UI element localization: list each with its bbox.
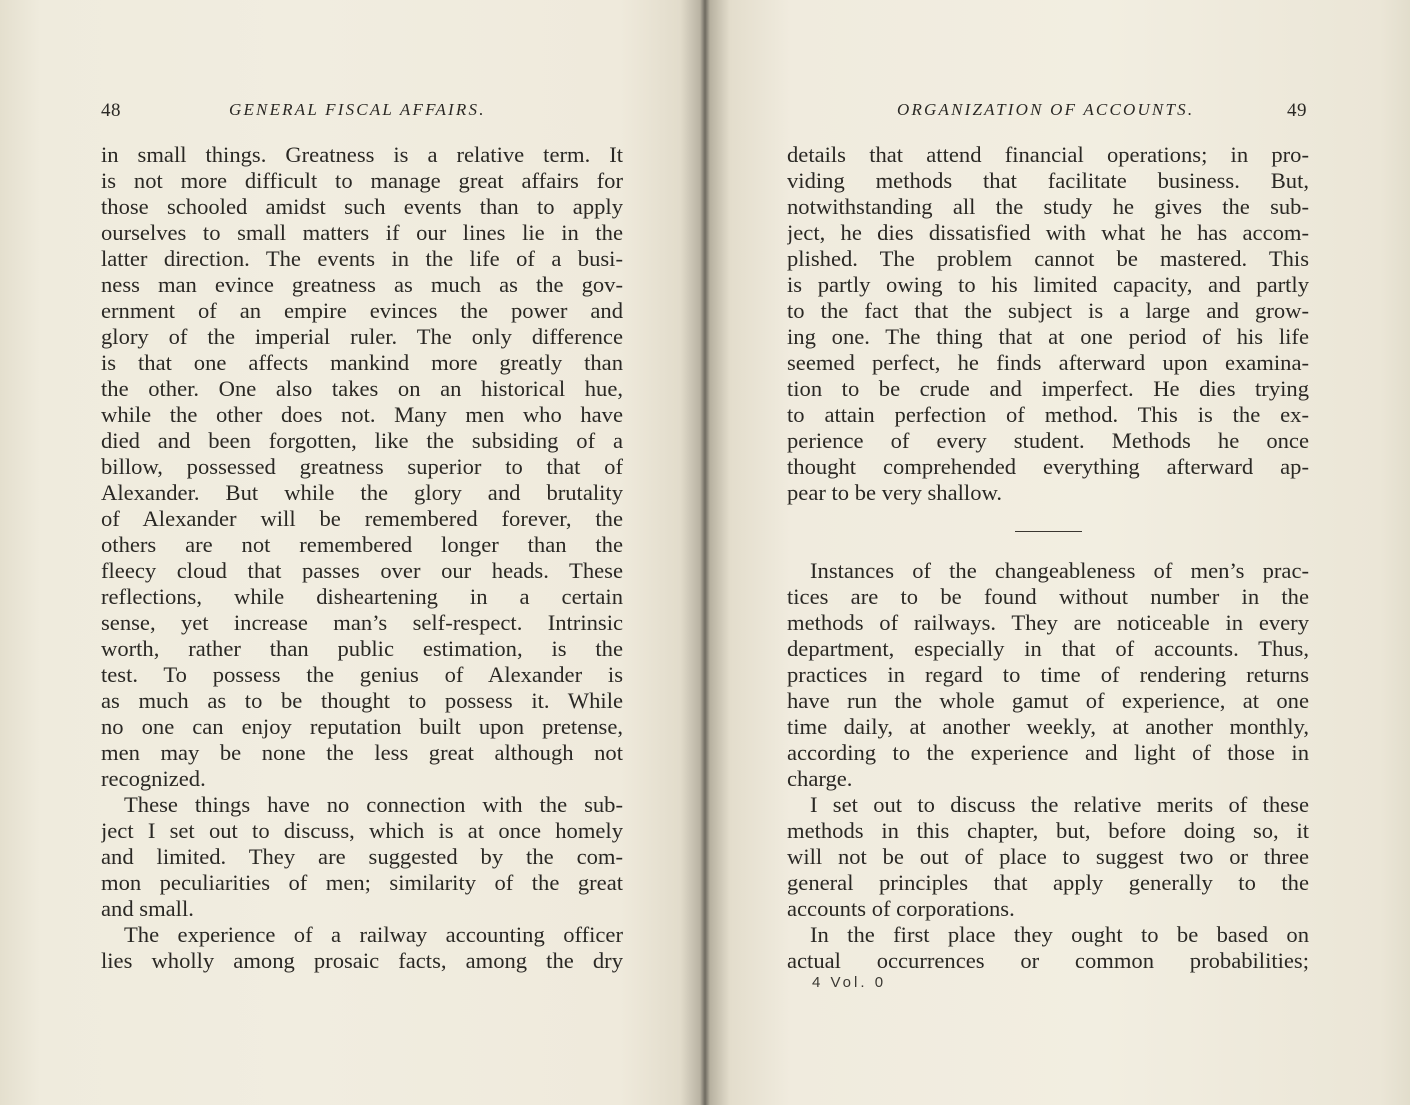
text-line: accounts of corporations. — [787, 896, 1015, 921]
text-line: those schooled amidst such events than to apply — [101, 194, 623, 219]
text-line: glory of the imperial ruler. The only difference — [101, 324, 623, 349]
text-line: department, especially in that of accounts. Thus, — [787, 636, 1309, 661]
text-line: in small things. Greatness is a relative term. It — [101, 142, 623, 167]
text-line: In the first place they ought to be based on — [810, 922, 1309, 947]
left-page-number: 48 — [101, 100, 121, 121]
text-line: others are not remembered longer than the — [101, 532, 623, 557]
text-line: ness man evince greatness as much as the gov- — [101, 272, 623, 297]
text-line: to attain perfection of method. This is the ex- — [787, 402, 1309, 427]
text-line: plished. The problem cannot be mastered. This — [787, 246, 1309, 271]
text-line: tices are to be found without number in the — [787, 584, 1309, 609]
text-line: I set out to discuss the relative merits of these — [810, 792, 1309, 817]
right-running-head: ORGANIZATION OF ACCOUNTS. — [897, 100, 1195, 119]
text-line: as much as to be thought to possess it. While — [101, 688, 623, 713]
text-line: is not more difficult to manage great affairs for — [101, 168, 623, 193]
text-line: ourselves to small matters if our lines lie in the — [101, 220, 623, 245]
text-line: died and been forgotten, like the subsiding of a — [101, 428, 623, 453]
text-line: and small. — [101, 896, 194, 921]
text-line: no one can enjoy reputation built upon pretense, — [101, 714, 623, 739]
text-line: lies wholly among prosaic facts, among the dry — [101, 948, 623, 973]
left-running-head: GENERAL FISCAL AFFAIRS. — [229, 100, 486, 119]
text-line: ernment of an empire evinces the power and — [101, 298, 623, 323]
text-line: according to the experience and light of those in — [787, 740, 1309, 765]
text-line: reflections, while disheartening in a certain — [101, 584, 623, 609]
right-page-text-before-rule — [787, 142, 1309, 506]
text-line: fleecy cloud that passes over our heads. These — [101, 558, 623, 583]
left-page — [0, 0, 703, 1105]
text-line: will not be out of place to suggest two or three — [787, 844, 1309, 869]
text-line: pear to be very shallow. — [787, 480, 1002, 505]
text-line: viding methods that facilitate business. But, — [787, 168, 1309, 193]
text-line: perience of every student. Methods he once — [787, 428, 1309, 453]
text-line: methods in this chapter, but, before doing so, it — [787, 818, 1309, 843]
text-line: tion to be crude and imperfect. He dies trying — [787, 376, 1309, 401]
text-line: is that one affects mankind more greatly than — [101, 350, 623, 375]
text-line: thought comprehended everything afterward ap- — [787, 454, 1309, 479]
text-line: practices in regard to time of rendering returns — [787, 662, 1309, 687]
text-line: of Alexander will be remembered forever, the — [101, 506, 623, 531]
text-line: time daily, at another weekly, at another monthly, — [787, 714, 1309, 739]
text-line: while the other does not. Many men who have — [101, 402, 623, 427]
text-line: have run the whole gamut of experience, at one — [787, 688, 1309, 713]
text-line: worth, rather than public estimation, is the — [101, 636, 623, 661]
text-line: methods of railways. They are noticeable in every — [787, 610, 1309, 635]
left-page-text — [101, 142, 623, 974]
text-line: is partly owing to his limited capacity, and partly — [787, 272, 1309, 297]
text-line: ject I set out to discuss, which is at once homely — [101, 818, 623, 843]
text-line: Alexander. But while the glory and brutality — [101, 480, 623, 505]
text-line: notwithstanding all the study he gives the sub- — [787, 194, 1309, 219]
text-line: ject, he dies dissatisfied with what he has accom- — [787, 220, 1309, 245]
text-line: and limited. They are suggested by the com- — [101, 844, 623, 869]
text-line: men may be none the less great although not — [101, 740, 623, 765]
text-line: Instances of the changeableness of men’s prac- — [810, 558, 1309, 583]
text-line: the other. One also takes on an historical hue, — [101, 376, 623, 401]
section-divider-rule — [1015, 531, 1082, 532]
text-line: billow, possessed greatness superior to that of — [101, 454, 623, 479]
text-line: actual occurrences or common probabilities; — [787, 948, 1309, 973]
text-line: sense, yet increase man’s self-respect. Intrinsic — [101, 610, 623, 635]
text-line: general principles that apply generally to the — [787, 870, 1309, 895]
right-page — [707, 0, 1410, 1105]
text-line: recognized. — [101, 766, 206, 791]
text-line: These things have no connection with the sub- — [124, 792, 623, 817]
text-line: charge. — [787, 766, 853, 791]
text-line: The experience of a railway accounting officer — [124, 922, 623, 947]
text-line: seemed perfect, he finds afterward upon examina- — [787, 350, 1309, 375]
text-line: ing one. The thing that at one period of his life — [787, 324, 1309, 349]
text-line: details that attend financial operations; in pro- — [787, 142, 1309, 167]
text-line: test. To possess the genius of Alexander is — [101, 662, 623, 687]
right-page-number: 49 — [1287, 100, 1307, 121]
text-line: mon peculiarities of men; similarity of the great — [101, 870, 623, 895]
right-page-text-after-rule — [787, 558, 1309, 974]
text-line: to the fact that the subject is a large and grow- — [787, 298, 1309, 323]
signature-mark: 4 Vol. 0 — [812, 974, 887, 991]
text-line: latter direction. The events in the life of a busi- — [101, 246, 623, 271]
